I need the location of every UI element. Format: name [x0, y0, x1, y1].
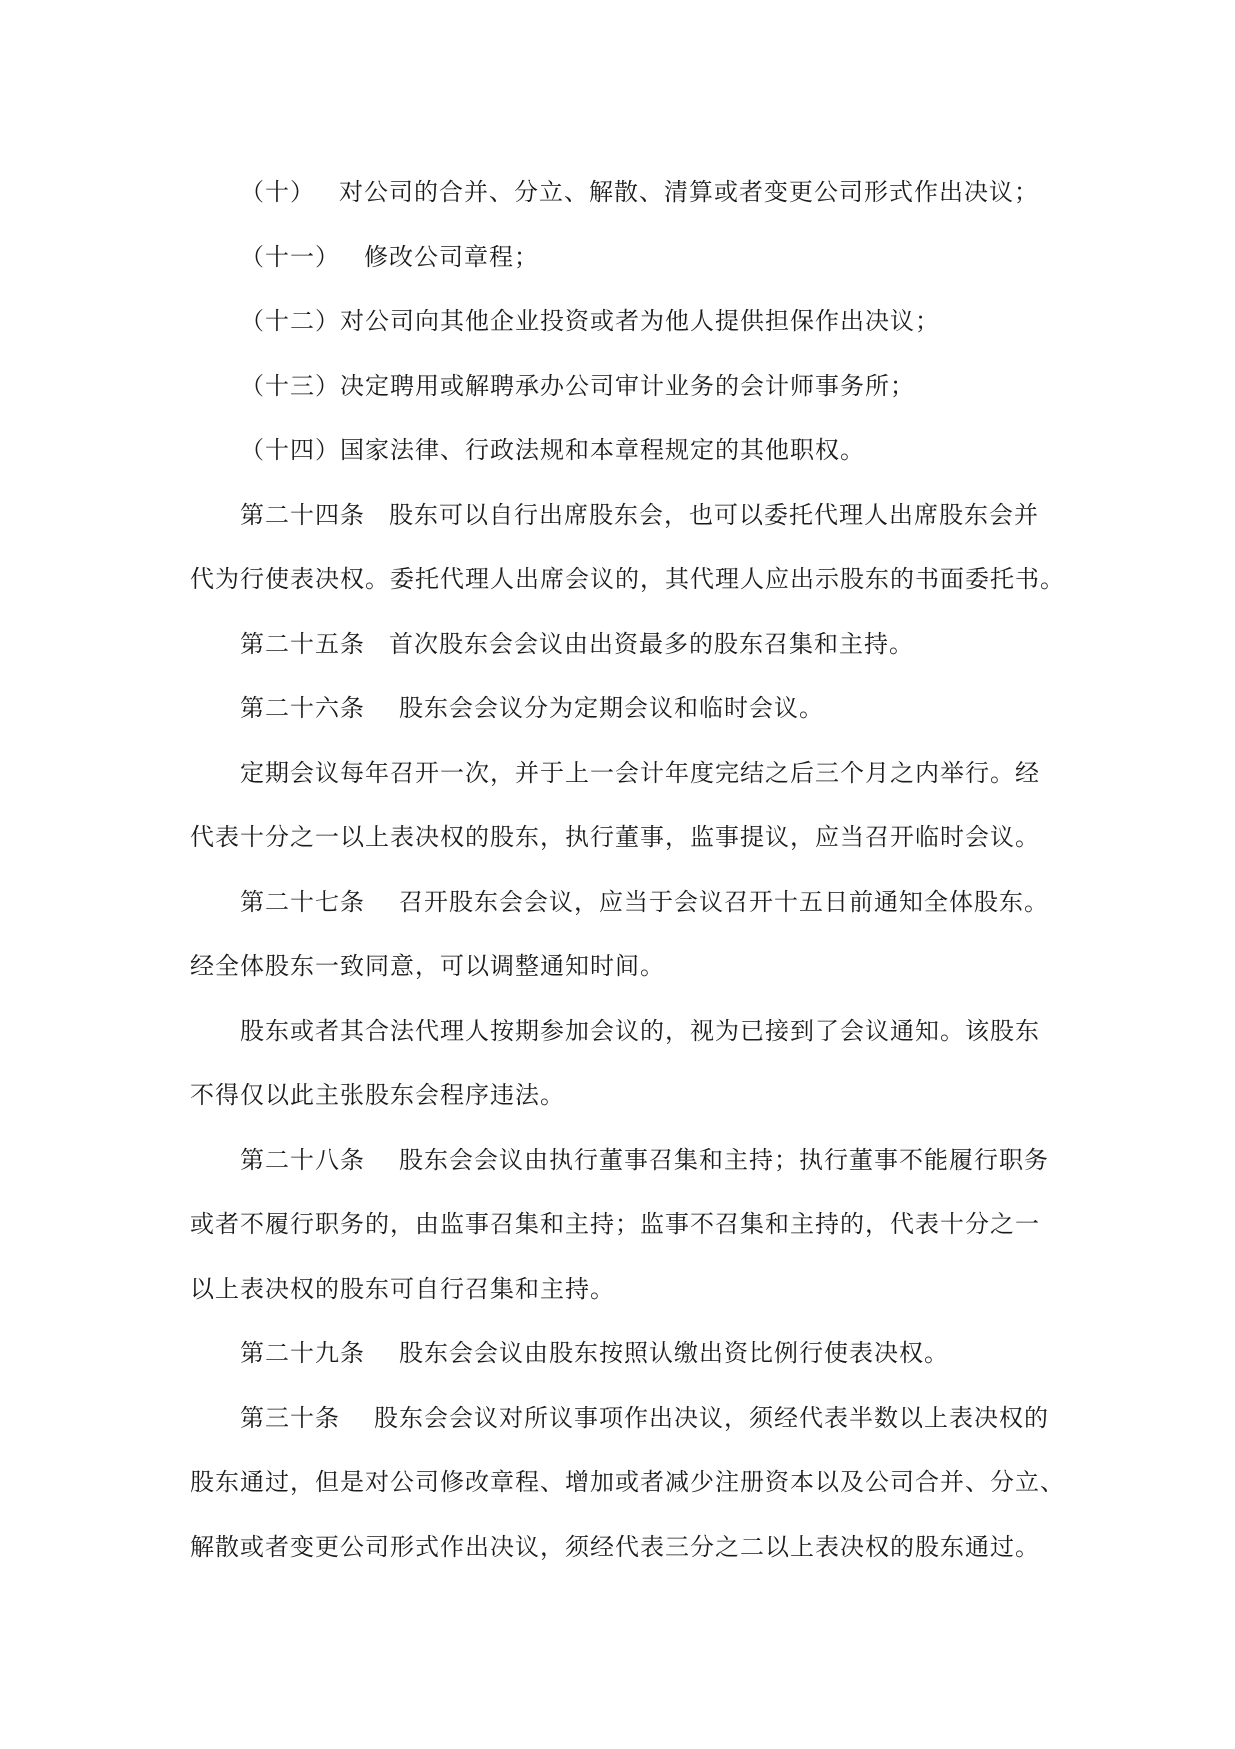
article-30-cont [190, 1450, 1065, 1515]
item-number: （十三） [240, 371, 340, 400]
article-title: 第二十七条 [240, 887, 365, 916]
article-24 [190, 483, 1050, 548]
article-title: 第三十条 [240, 1403, 340, 1432]
list-item [190, 160, 1050, 225]
article-text: 股东可以自行出席股东会，也可以委托代理人出席股东会并 [389, 500, 1039, 529]
item-number: （十一） [240, 242, 340, 271]
article-text: 股东通过，但是对公司修改章程、增加或者减少注册资本以及公司合并、分立、 [190, 1468, 1065, 1496]
article-26 [190, 676, 1050, 741]
item-text: 国家法律、行政法规和本章程规定的其他职权。 [340, 436, 865, 464]
article-27-cont [190, 934, 1050, 999]
article-title: 第二十九条 [240, 1339, 365, 1367]
item-number: （十四） [240, 436, 340, 464]
article-27-para2-cont [190, 1063, 1050, 1128]
article-29 [190, 1321, 1050, 1386]
article-text: 股东或者其合法代理人按期参加会议的，视为已接到了会议通知。该股东 [240, 1016, 1040, 1045]
article-title: 第二十八条 [240, 1145, 365, 1174]
article-text: 首次股东会会议由出资最多的股东召集和主持。 [389, 629, 914, 658]
article-28-cont [190, 1257, 1050, 1322]
article-27 [190, 870, 1050, 935]
article-title: 第二十六条 [240, 694, 365, 722]
article-text: 或者不履行职务的，由监事召集和主持；监事不召集和主持的，代表十分之一 [190, 1210, 1040, 1238]
article-text: 股东会会议对所议事项作出决议，须经代表半数以上表决权的 [374, 1403, 1049, 1432]
list-item [190, 289, 1050, 354]
item-text: 修改公司章程； [364, 242, 539, 271]
article-text: 代为行使表决权。委托代理人出席会议的，其代理人应出示股东的书面委托书。 [190, 565, 1065, 593]
article-28 [190, 1128, 1050, 1193]
article-title: 第二十四条 [240, 500, 365, 529]
list-item [190, 225, 1050, 290]
article-text: 股东会会议分为定期会议和临时会议。 [399, 694, 824, 722]
article-text: 股东会会议由股东按照认缴出资比例行使表决权。 [399, 1339, 949, 1367]
article-30-cont [190, 1515, 1050, 1580]
item-text: 决定聘用或解聘承办公司审计业务的会计师事务所； [340, 371, 915, 400]
article-27-para2 [190, 999, 1050, 1064]
article-text: 解散或者变更公司形式作出决议，须经代表三分之二以上表决权的股东通过。 [190, 1532, 1040, 1561]
article-26-para2-cont [190, 805, 1050, 870]
article-text: 经全体股东一致同意，可以调整通知时间。 [190, 952, 665, 980]
article-text: 股东会会议由执行董事召集和主持；执行董事不能履行职务 [399, 1145, 1049, 1174]
item-text: 对公司向其他企业投资或者为他人提供担保作出决议； [340, 307, 940, 335]
article-text: 定期会议每年召开一次，并于上一会计年度完结之后三个月之内举行。经 [240, 758, 1040, 787]
article-text: 以上表决权的股东可自行召集和主持。 [190, 1274, 615, 1303]
item-number: （十二） [240, 307, 340, 335]
article-30 [190, 1386, 1050, 1451]
list-item [190, 354, 1050, 419]
article-28-cont [190, 1192, 1050, 1257]
article-24-cont [190, 547, 1065, 612]
article-25 [190, 612, 1050, 677]
list-item [190, 418, 1050, 483]
article-title: 第二十五条 [240, 629, 365, 658]
article-text: 不得仅以此主张股东会程序违法。 [190, 1081, 565, 1109]
article-text: 召开股东会会议，应当于会议召开十五日前通知全体股东。 [399, 887, 1049, 916]
item-text: 对公司的合并、分立、解散、清算或者变更公司形式作出决议； [339, 178, 1039, 206]
article-26-para2 [190, 741, 1050, 806]
document-body [190, 160, 1065, 1579]
article-text: 代表十分之一以上表决权的股东，执行董事，监事提议，应当召开临时会议。 [190, 823, 1040, 851]
item-number: （十） [240, 178, 315, 206]
